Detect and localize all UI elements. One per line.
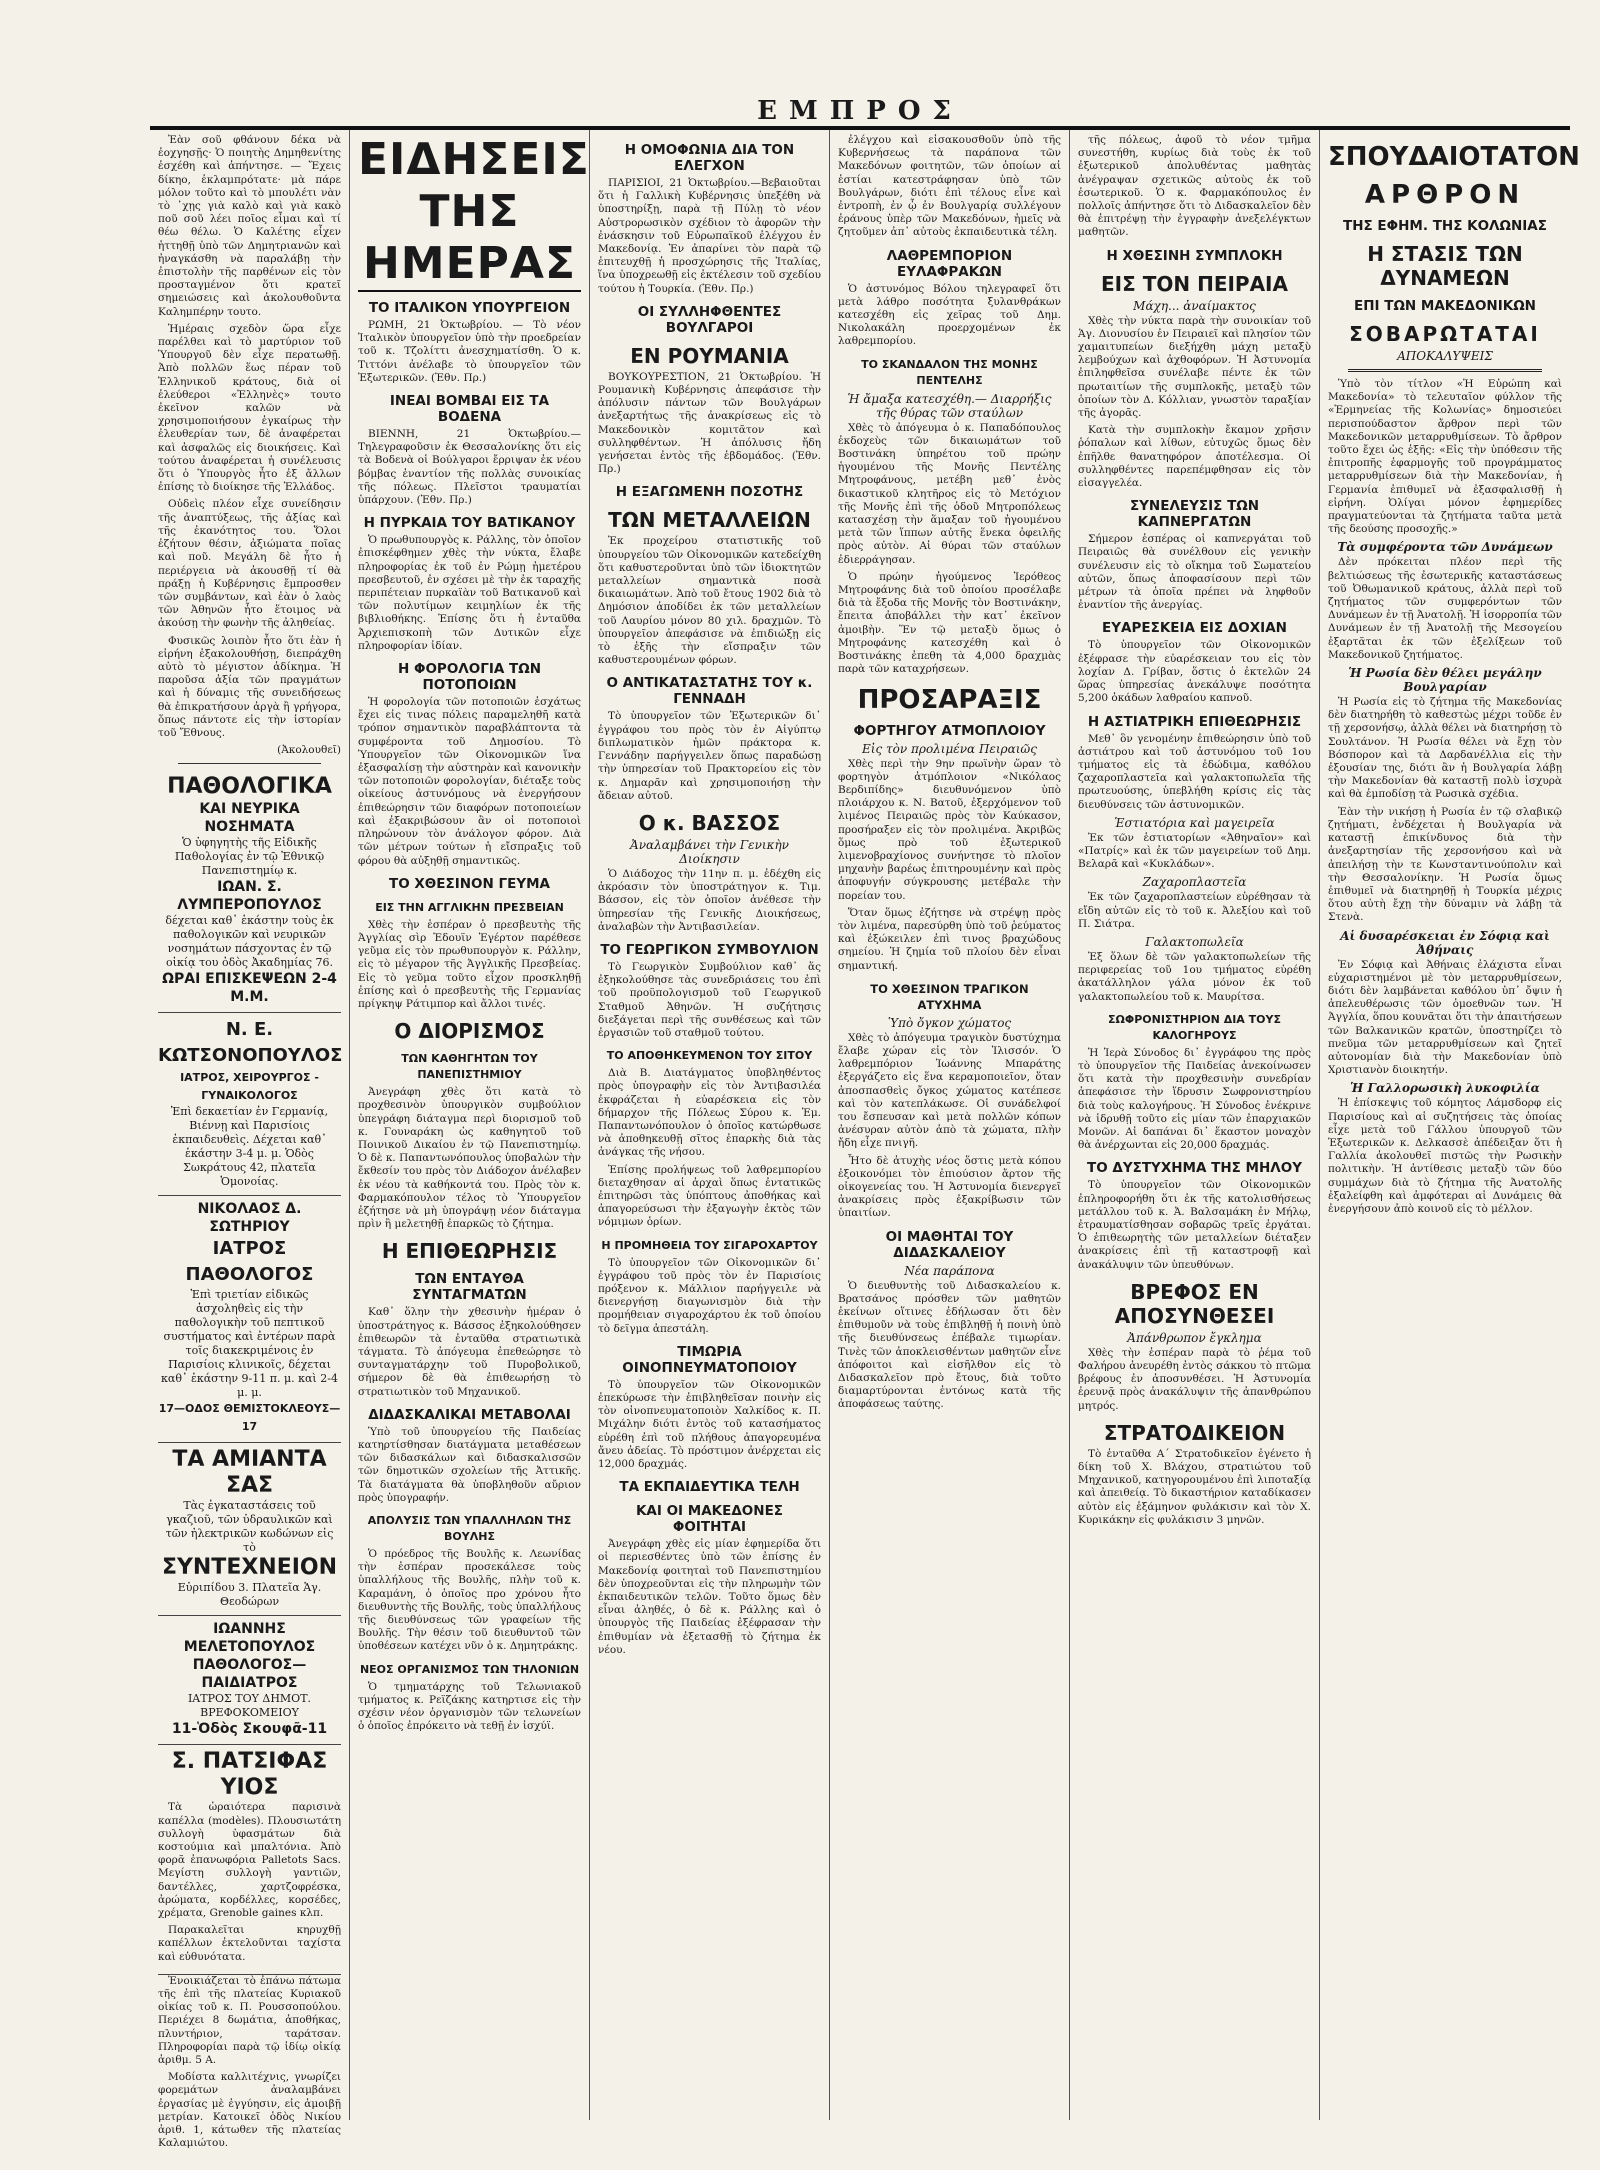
article-text: Χθὲς τὸ ἀπόγευμα ὁ κ. Παπαδόπουλος ἐκδοχεὺς τῶν δικαιωμάτων τοῦ Βοστινάκη ὑπηρέτου τοῦ πρώην ἡγουμένου τῆς Μονῆς Πεντέλης Μητροφάνους, μετέβη μεθ᾽ ἑνὸς δικαστικοῦ κλητῆρος εἰς τὸ Μετόχιον τῆς Μονῆς ἐπὶ τῆς ὁδοῦ Μητροπόλεως κατασχέσῃ τὴν ἅμαξαν τοῦ ἡγουμένου μετὰ τῶν ἵππων αὐτῆς ἕνεκα ὀφειλῆς πρὸς αὐτὸν. Αἱ θύραι τῶν σταύλων ἐδιερράγησαν. xyxy=(838,421,1061,566)
article-subheadline: Μάχη... ἀναίμακτος xyxy=(1133,298,1256,313)
article-headline: ΒΡΕΦΟΣ ΕΝ ΑΠΟΣΥΝΘΕΣΕΙ xyxy=(1114,1279,1275,1328)
ad-address: 17—ΟΔΟΣ ΘΕΜΙΣΤΟΚΛΕΟΥΣ—17 xyxy=(158,1402,341,1434)
article-headline: ΤΟ ΧΘΕΣΙΝΟΝ ΓΕΥΜΑ xyxy=(389,875,550,892)
ad-line: ΙΑΤΡΟΣ ΤΟΥ ΔΗΜΟΤ. ΒΡΕΦΟΚΟΜΕΙΟΥ xyxy=(187,1692,312,1720)
article-subheadline: Ἑστιατόρια καὶ μαγειρεῖα xyxy=(1114,815,1275,830)
article-subheadline: Εἰς τὸν προλιμένα Πειραιῶς xyxy=(862,741,1037,756)
article-text: Οὐδεὶς πλέον εἶχε συνείδησιν τῆς ἀναπτύξεως, τῆς ἀξίας καὶ τῆς ἐκανότητος του. Ὅλοι ἐζήτουν θέσιν, ἀξιώματα ποῖας καὶ ποῦ. Μεγάλη δὲ ἦτο ἡ περιέργεια νὰ ἀκουσθῇ τί θὰ πράξῃ ἡ Κυβέρνησις ἔμπροσθεν τῶν συμβάντων, καὶ ἐὰν ὁ λαὸς τῶν Ἀθηνῶν ἦτο ἕτοιμος νὰ ἀκούσῃ τὴν φωνὴν τῆς ἀληθείας. xyxy=(158,498,341,630)
article-text: Ὁ ἀστυνόμος Βόλου τηλεγραφεῖ ὅτι μετὰ λάθρο ποσότητα ξυλανθράκων κατεσχέθη εἰς χεῖρας τοῦ Δημ. Νικολακάλη προερχομένων ἐκ λαθρεμπορίου. xyxy=(838,282,1061,348)
ad-name: Σ. ΠΑΤΣΙΦΑΣ ΥΙΟΣ xyxy=(171,1749,328,1801)
article-subheadline: ΤΗΣ ΕΦΗΜ. ΤΗΣ ΚΟΛΩΝΙΑΣ xyxy=(1343,218,1547,234)
classified-ad: Ἐνοικιάζεται τὸ ἐπάνω πάτωμα τῆς ἐπὶ τῆς πλατείας Κυριακοῦ οἰκίας τοῦ κ. Π. Ρουσσοπούλου. Περιέχει 8 δωμάτια, ἀποθήκας, πλυντήριον, ταράτσαν. Πληροφορίαι παρὰ τῷ ἰδίῳ οἰκίᾳ ἀριθμ. 5 Α. xyxy=(158,1974,341,2066)
article-subheadline: ΕΙΣ ΤΗΝ ΑΓΓΛΙΚΗΝ ΠΡΕΣΒΕΙΑΝ xyxy=(375,900,564,914)
ad-name: ΝΙΚΟΛΑΟΣ Δ. ΣΩΤΗΡΙΟΥ xyxy=(197,1201,302,1236)
article-subheadline: ΣΟΒΑΡΩΤΑΤΑΙ xyxy=(1349,322,1541,346)
column-3 xyxy=(590,130,830,2120)
article-headline: ΤΟ ΧΘΕΣΙΝΟΝ ΤΡΑΓΙΚΟΝ ΑΤΥΧΗΜΑ xyxy=(870,981,1029,1012)
article-subheadline: ΕΝ ΡΟΥΜΑΝΙΑ xyxy=(630,343,789,368)
ad-line: Τὰς ἐγκαταστάσεις τοῦ γκαζιοῦ, τῶν ὑδραυλικῶν καὶ τῶν ἠλεκτρικῶν κωδώνων εἰς τὸ xyxy=(165,1499,334,1555)
article-text: Κατὰ τὴν συμπλοκὴν ἔκαμον χρῆσιν ῥόπαλων καὶ λίθων, εὐτυχῶς ὅμως δὲν ἐπῆλθε θανατηφόρον ἀποτέλεσμα. Οἱ συλληφθέντες παρεπέμφθησαν εἰς τὸν εἰσαγγελέα. xyxy=(1078,424,1311,490)
article-text: Ὁ διευθυντὴς τοῦ Διδασκαλείου κ. Βρατσάνος πρόσθεν τῶν μαθητῶν ἐκείνων οἵτινες ἐδήλωσαν ὅτι δὲν ἐπιθυμοῦν νὰ τοὺς ἐπιβληθῇ ἡ ποινὴ ὑπὸ τῆς διευθύνσεως ἐπέβαλε τιμωρίαν. Τινὲς τῶν ἀποκλεισθέντων μαθητῶν εἶνε ἀπόφοιτοι καὶ εἰσῆλθον εἰς τὸ Διδασκαλεῖον πρὸ ἔτους, διὰ τοῦτο διαμαρτύρονται ἐντόνως κατὰ τῆς ἀποφάσεως ταύτης. xyxy=(838,1279,1061,1411)
ad-subtitle: ΚΑΙ ΝΕΥΡΙΚΑ ΝΟΣΗΜΑΤΑ xyxy=(199,801,300,836)
article-text: Ἐκ τῶν ἑστιατορίων «Ἀθηναῖον» καὶ «Πατρίς» καὶ ἐκ τῶν μαγειρείων τοῦ Δημ. Βελαρᾶ καὶ «Κυκλάδων». xyxy=(1078,831,1311,871)
article-text: τῆς πόλεως, ἀφοῦ τὸ νέον τμῆμα συνεστήθη, κυρίως διὰ τοὺς ἐκ τοῦ ἐξωτερικοῦ ἀπολυθέντας μαθητὰς ἀνέγραψαν σχετικῶς αὐτοὺς ἐκ τοῦ ἐσωτερικοῦ. Ὁ κ. Φαρμακόπουλος ἐν πολλοῖς ἀπήντησε ὅτι τὸ Διδασκαλεῖον δὲν θὰ ἐπιτρέψῃ τὴν ἐγγραφὴν ἀνεξελέγκτων μαθητῶν. xyxy=(1078,134,1311,239)
article-text: Ἡμέραις σχεδὸν ὥρα εἶχε παρέλθει καὶ τὸ μαρτύριον τοῦ Ὑπουργοῦ δὲν εἶχε περατωθῇ. Ἀπὸ πολλῶν ἕως πέραν τοῦ Ἑλληνικοῦ κράτους, διὰ οἱ ἐλεύθεροι «Ἑλληνὲς» τουτο ἐκεῖνον καλῶν νὰ χρησιμοποιήσουν ἐγκαίρως τὴν ἐλευθερίαν των, δὲ ἀναφέρεται καὶ ἀσφαλῶς εἰς διοικήσεις. Καὶ τούτου ἀναφέρεται ἡ συνέλευσις ὅτι ὁ Ὑπουργὸς ἦτο ἐξ ἄλλων ἐπίσης τὸ διοίκησε τῆς Ἑλλάδος. xyxy=(158,322,341,494)
ad-name: ΣΥΝΤΕΧΝΕΙΟΝ xyxy=(161,1555,338,1581)
article-headline: ΛΑΘΡΕΜΠΟΡΙΟΝ ΕΥΛΑΦΡΑΚΩΝ xyxy=(886,247,1013,280)
article-headline: Ο κ. ΒΑΣΣΟΣ xyxy=(638,810,781,835)
article-text: Χθὲς τὴν ἑσπέραν ὁ πρεσβευτὴς τῆς Ἀγγλίας σὶρ Ἐδουϊν Ἐγέρτον παρέθεσε γεῦμα εἰς τὸν πρωθυπουργὸν κ. Ράλλην, εἰς τὸ μέγαρον τῆς Ἀγγλικῆς Πρεσβείας. Εἰς τὸ γεῦμα τοῦτο εἶχον προσκληθῇ ἐπίσης καὶ ὁ πρεσβευτὴς τῆς Γερμανίας πρίγκηψ Ράτιμπορ καὶ ἄλλοι τινές. xyxy=(358,918,581,1010)
article-subheadline: Ἡ Γαλλορωσικὴ λυκοφιλία xyxy=(1350,1081,1540,1096)
article-text: Ἡ Ρωσία εἰς τὸ ζήτημα τῆς Μακεδονίας δὲν διατηρήθη τὸ καθεστὼς μέχρι τοῦδε ἐν τῇ χερσονήσῳ, ἀλλὰ θέλει νὰ διατηρήσῃ τὸ Σουλτάνον. Ἡ Ρωσία θέλει νὰ ἔχῃ τὸν Βόσπορον καὶ τὰ Δαρδανέλλια εἰς τὴν ἐξουσίαν της, διότι ἂν ἡ Βουλγαρία λάβῃ τὴν Μακεδονίαν θὰ καταστῇ πολὺ ἰσχυρὰ καὶ θὰ ἐμποδίσῃ τὰ Ρωσικὰ σχέδια. xyxy=(1328,696,1562,801)
page-columns xyxy=(150,130,1580,2150)
article-headline: ΙΝΕΑΙ ΒΟΜΒΑΙ ΕΙΣ ΤΑ ΒΟΔΕΝΑ xyxy=(389,393,550,426)
article-headline: ΟΙ ΜΑΘΗΤΑΙ ΤΟΥ ΔΙΔΑΣΚΑΛΕΙΟΥ xyxy=(885,1228,1014,1261)
article-text: Ὁ πρόεδρος τῆς Βουλῆς κ. Λεωνίδας τὴν ἑσπέραν προσεκάλεσε τοὺς ὑπαλλήλους τῆς Βουλῆς, πλὴν τοῦ κ. Καραμάνη, ὁ ὁποῖος προ χρόνου ἦτο διευθυντὴς τῆς Βουλῆς, τοὺς ὑπαλλήλους τῆς διευθύνσεως τῶν γραφείων τῆς Βουλῆς. Τὴν θέσιν τοῦ διευθυντοῦ τῶν ὑποθέσεων κατέχει νῦν ὁ κ. Δημητράκης. xyxy=(358,1548,581,1653)
article-headline: ΣΠΟΥΔΑΙΟΤΑΤΟΝ xyxy=(1328,142,1580,172)
column-2 xyxy=(350,130,590,2120)
article-text: Ὑπὸ τοῦ ὑπουργείου τῆς Παιδείας κατηρτίσθησαν διατάγματα μεταθέσεων τῶν διδασκάλων καὶ διδασκαλισσῶν τῶν δημοτικῶν σχολείων τῆς Ἀττικῆς. Τὰ διατάγματα θὰ ὑποβληθοῦν αὔριον πρὸς ὑπογραφήν. xyxy=(358,1425,581,1504)
article-headline: Η ΧΘΕΣΙΝΗ ΣΥΜΠΛΟΚΗ xyxy=(1106,247,1283,264)
ad-line: Ἐπὶ δεκαετίαν ἐν Γερμανίᾳ, Βιέννῃ καὶ Παρισίοις ἐκπαιδευθεὶς. Δέχεται καθ᾽ ἑκάστην 3-4 μ. μ. Ὁδὸς Σωκράτους 42, πλατεῖα Ὁμονοίας. xyxy=(170,1105,329,1189)
article-headline: ΟΙ ΣΥΛΛΗΦΘΕΝΤΕΣ ΒΟΥΛΓΑΡΟΙ xyxy=(637,303,782,336)
article-text: Τὸ ἐνταῦθα Α΄ Στρατοδικεῖον ἐγένετο ἡ δίκη τοῦ Χ. Βλάχου, στρατιώτου τοῦ Μηχανικοῦ, κατηγορουμένου ἐπὶ λιποταξίᾳ καὶ ἀπειθείᾳ. Τὸ δικαστήριον καταδίκασεν αὐτὸν εἰς ἐξάμηνον φυλάκισιν καὶ τὸν Χ. Κυρικάκην εἰς φυλάκισιν 3 μηνῶν. xyxy=(1078,1447,1311,1526)
article-text: Διὰ Β. Διατάγματος ὑποβληθέντος πρὸς ὑπογραφὴν εἰς τὸν Ἀντιβασιλέα ἐκφράζεται ἡ εὐαρέσκεια εἰς τὸν δήμαρχον τῆς Πόλεως Σύρου κ. Ἐμ. Παπαντωνόπουλον ὁ ὁποῖος κατώρθωσε νὰ ἀποθηκευθῇ σῖτος ἐπαρκὴς διὰ τὰς ἀνάγκας τῆς νήσου. xyxy=(598,1067,821,1159)
article-text: Ὁ Διάδοχος τὴν 11ην π. μ. ἐδέχθη εἰς ἀκρόασιν τὸν ὑποστράτηγον κ. Τιμ. Βάσσον, εἰς τὸν ὁποῖον ἀνέθεσε τὴν ὑπηρεσίαν τῆς Γενικῆς Διοικήσεως, ἀναλαβὼν τὴν Ἀντιβασιλείαν. xyxy=(598,867,821,933)
article-headline: Η ΕΠΙΘΕΩΡΗΣΙΣ xyxy=(381,1239,558,1264)
article-subheadline: ΕΠΙ ΤΩΝ ΜΑΚΕΔΟΝΙΚΩΝ xyxy=(1354,298,1536,314)
article-subheadline: Νέα παράπονα xyxy=(904,1263,995,1278)
article-text: ΒΟΥΚΟΥΡΕΣΤΙΟΝ, 21 Ὀκτωβρίου. Ἡ Ρουμανικὴ Κυβέρνησις ἀπεφάσισε τὴν ἀπόλυσιν πάντων τῶν Βουλγάρων ἀνεξαρτήτως τῆς ἀνακρίσεως εἰς τὸ Μακεδονικὸν κομιτᾶτον καὶ συλληφθέντων. Ἡ ἀπόλυσις ἤδη γενήσεται ἐντὸς τῆς ἑβδομάδος. (Ἐθν. Πρ.) xyxy=(598,370,821,476)
article-headline: Ο ΔΙΟΡΙΣΜΟΣ xyxy=(394,1019,545,1044)
ad-title: ΠΑΘΟΛΟΓΙΚΑ xyxy=(167,774,332,800)
article-text: ΡΩΜΗ, 21 Ὀκτωβρίου. — Τὸ νέον Ἰταλικὸν ὑπουργεῖον ὑπὸ τὴν προεδρείαν τοῦ κ. Τζολίττι ἀνεσχηματίσθη. Ὁ κ. Τιττόνι ἀνέλαβε τὸ ὑπουργεῖον τῶν Ἐξωτερικῶν. (Ἐθν. Πρ.) xyxy=(358,319,581,384)
article-text: Σήμερον ἐσπέρας οἱ καπνεργάται τοῦ Πειραιῶς θὰ συνέλθουν εἰς γενικὴν συνέλευσιν εἰς τὸ οἴκημα τοῦ Σωματείου αὐτῶν, ὅπως ἀποφασίσουν περὶ τῶν μέτρων τὰ ὁποῖα πρέπει νὰ ληφθοῦν ἐναντίον τῆς ἀνεργίας. xyxy=(1078,533,1311,612)
ad-line: Ἐπὶ τριετίαν εἰδικῶς ἀσχοληθεὶς εἰς τὴν παθολογικὴν τοῦ πεπτικοῦ συστήματος καὶ ἐντέρων παρὰ τοῖς διακεκριμένοις ἐν Παρισίοις κλινικοῖς, δέχεται καθ᾽ ἑκάστην 9-11 π. μ. καὶ 2-4 μ. μ. xyxy=(161,1288,338,1400)
ad-name: ΙΩΑΝ. Σ. ΛΥΜΠΕΡΟΠΟΥΛΟΣ xyxy=(177,879,322,914)
masthead xyxy=(150,96,1570,130)
article-text: Τὸ ὑπουργεῖον τῶν Οἰκονομικῶν ἐπεκύρωσε τὴν ἐπιβληθεῖσαν ποινὴν εἰς τὸν οἰνοπνευματοποιὸν Χαλκίδος κ. Π. Μιχάλην διότι ἐντὸς τοῦ κατασήματος εὑρέθη ἐπὶ τοῦ πλήθους ἀπαγορευμένα ἄνευ ἀδείας. Τὸ πρόστιμον ἀνέρχεται εἰς 12,000 δραχμάς. xyxy=(598,1378,821,1471)
article-headline: Η ΠΥΡΚΑΙΑ ΤΟΥ ΒΑΤΙΚΑΝΟΥ xyxy=(363,515,576,532)
article-headline: ΣΩΦΡΟΝΙΣΤΗΡΙΟΝ ΔΙΑ ΤΟΥΣ ΚΑΛΟΓΗΡΟΥΣ xyxy=(1108,1012,1281,1042)
article-subheadline: ΕΙΣ ΤΟΝ ΠΕΙΡΑΙΑ xyxy=(1101,271,1288,296)
masthead-title: ΕΜΠΡΟΣ xyxy=(757,96,963,126)
article-text: Μεθ᾽ ὃν γενομένην ἐπιθεώρησιν ὑπὸ τοῦ ἀστιάτρου καὶ τοῦ ἀστυνόμου τοῦ 1ου τμήματος εἰς τὰ ἐδώδιμα, καθόλου ζαχαροπλαστεῖα καὶ γαλακτοπωλεῖα τῆς πρωτευούσης, ὑπεβλήθη κρίσις εἰς τὰς διευθύνσεις τῶν ἀστυνομικῶν. xyxy=(1078,732,1311,811)
article-text: Ἡ φορολογία τῶν ποτοποιῶν ἐσχάτως ἔχει εἰς τινας πόλεις παραμεληθῆ κατὰ τρόπον σημαντικὸν παραβλάπτοντα τὰ συμφέροντα τοῦ Δημοσίου. Τὸ Ὑπουργεῖον τῶν Οἰκονομικῶν ἵνα ἐξασφαλίσῃ τὴν αὐστηρὰν καὶ κανονικὴν τῶν ποτοποιῶν φορολογίαν, διέταξε τοὺς οἰκείους ἀστυνόμους νὰ ἐνεργήσουν ἐπιθεώρησιν τῶν διαφόρων ποτοποιείων καὶ ἐξακριβώσουν ἂν οἱ ποτοποιοὶ πληρώνουν τὸν ἀνάλογον φόρον. Διὰ τῶν μέτρων τούτων ἡ εἴσπραξις τοῦ φόρου θὰ αὐξηθῇ σημαντικῶς. xyxy=(358,696,581,867)
article-headline: Η ΠΡΟΜΗΘΕΙΑ ΤΟΥ ΣΙΓΑΡΟΧΑΡΤΟΥ xyxy=(601,1238,818,1252)
article-headline: ΤΟ ΣΚΑΝΔΑΛΟΝ ΤΗΣ ΜΟΝΗΣ ΠΕΝΤΕΛΗΣ xyxy=(861,357,1038,387)
article-subheadline: ΤΩΝ ΕΝΤΑΥΘΑ ΣΥΝΤΑΓΜΑΤΩΝ xyxy=(412,1271,527,1304)
article-text: Ἐκ προχείρου στατιστικῆς τοῦ ὑπουργείου τῶν Οἰκονομικῶν κατεδείχθη ὅτι καθυστεροῦνται ὑπὸ τῶν ἰδιοκτητῶν μεταλλείων σημαντικὰ ποσὰ δικαιωμάτων. Ἀπὸ τοῦ ἔτους 1902 διὰ τὸ Δημόσιον ἀποδίδει ἐκ τῶν μεταλλείων τοῦ Λαυρίου μόνον 80 χιλ. δραχμῶν. Τὸ ὑπουργεῖον ἀπεφάσισε νὰ ἐπιδιώξῃ εἰς τὸ ἑξῆς τὴν εἴσπραξιν τῶν καθυστερουμένων φόρων. xyxy=(598,535,821,667)
column-5 xyxy=(1070,130,1320,2120)
article-text: Ὅταν ὅμως ἐζήτησε νὰ στρέψῃ πρὸς τὸν λιμένα, παρεσύρθη ὑπὸ τοῦ ῥεύματος καὶ ἐξώκειλεν ἐπὶ τινος βραχώδους σημείου. Ἡ ζημία τοῦ πλοίου δὲν εἶναι σημαντική. xyxy=(838,906,1061,972)
article-headline: Ο ΑΝΤΙΚΑΤΑΣΤΑΤΗΣ ΤΟΥ κ. ΓΕΝΝΑΔΗ xyxy=(606,675,813,708)
article-headline: ΣΥΝΕΛΕΥΣΙΣ ΤΩΝ ΚΑΠΝΕΡΓΑΤΩΝ xyxy=(1129,498,1260,531)
ad-title: ΙΑΤΡΟΣ ΠΑΘΟΛΟΓΟΣ xyxy=(185,1238,314,1286)
ad-hours: ΩΡΑΙ ΕΠΙΣΚΕΨΕΩΝ 2-4 Μ.Μ. xyxy=(162,971,337,1006)
article-subheadline: Αἱ δυσαρέσκειαι ἐν Σόφιᾳ καὶ Ἀθήναις xyxy=(1340,928,1550,957)
ad-lymberopoulos xyxy=(158,770,341,1013)
article-subheadline: Ὑπὸ ὄγκον χώματος xyxy=(887,1015,1012,1030)
article-text: Φυσικῶς λοιπὸν ἦτο ὅτι ἐὰν ἡ εἰρήνη ἐξακολουθήσῃ, διεπράχθη αὐτὸ τὸ μέγιστον ἀδίκημα. Ἡ παροῦσα ἀξία τῶν πραγμάτων καὶ ἡ δύναμις τῆς συνειδήσεως θὰ ἐπικρατήσουν ἀργὰ ἢ γρήγορα, ὅπως πάντοτε εἰς τὴν ἱστορίαν τοῦ Ἔθνους. xyxy=(158,634,341,739)
divider xyxy=(1348,369,1542,372)
article-text: Ἐν Σόφιᾳ καὶ Ἀθήναις ἐλάχιστα εἶναι εὐχαριστημένοι μὲ τὸν μεταρρυθμίσεων, διότι δὲν λαμβάνεται καθόλου ὑπ᾽ ὄψιν ἡ ἀπελευθέρωσις τῶν ὁμοεθνῶν των. Ἡ Ἀγγλία, ὅπου κουνᾶται ὅτι τὴν ἀπαιτήσεων τῶν Βαλκανικῶν κρατῶν, ὑποστηρίζει τὸ πνεῦμα τῶν μεταρρυθμίσεων καὶ ζητεῖ αὐτονομίαν διὰ τὴν Μακεδονίαν ὑπὸ Χριστιανὸν διοικητήν. xyxy=(1328,958,1562,1077)
article-text: Τὸ ὑπουργεῖον τῶν Οἰκονομικῶν ἐξέφρασε τὴν εὐαρέσκειαν του εἰς τὸν λοχίαν Δ. Γρίβαν, ὅστις ὁ ἐκτελῶν 24 ὥρας ὑπηρεσίας ἀνεκάλυψε ποσότητα 5,200 ὀκάδων λαθραίου καπνοῦ. xyxy=(1078,639,1311,705)
article-headline: ΤΟ ΓΕΩΡΓΙΚΟΝ ΣΥΜΒΟΥΛΙΟΝ xyxy=(600,941,819,958)
article-headline: ΤΟ ΔΥΣΤΥΧΗΜΑ ΤΗΣ ΜΗΛΟΥ xyxy=(1087,1160,1302,1177)
article-text: Ὁ πρωθυπουργὸς κ. Ράλλης, τὸν ὁποῖον ἐπισκέφθημεν χθὲς τὴν νύκτα, ἔλαβε πληροφορίας ἐκ τοῦ ἐν Ρώμῃ ἡμετέρου πρεσβευτοῦ, ἐν σχέσει μὲ τὴν ἐκ ταραχῆς περιπέτειαν πυρκαϊὰν τοῦ Βατικανοῦ καὶ τῶν πολυτίμων κειμηλίων ἐκ τῆς βιβλιοθήκης. Ἐπίσης ὅτι ἡ ἐνταῦθα Ἀρχιεπισκοπὴ τῶν Δυτικῶν εἶχε πληροφορίαν ἰδίαν. xyxy=(358,534,581,652)
article-headline: ΣΤΡΑΤΟΔΙΚΕΙΟΝ xyxy=(1103,1420,1286,1445)
ad-line: Τὰ ὡραιότερα παρισινὰ καπέλλα (modèles). Πλουσιωτάτη συλλογὴ ὑφασμάτων διὰ κοστούμια καὶ μπαλτόνια. Ἀπὸ φορᾶ ἐπανωφόρια Palletots Sacs. Μεγίστη συλλογὴ γαντιῶν, δαντέλλες, χαρτζοφρέσκα, ἀρώματα, κορδέλλες, κορσέδες, χρέματα, Grenoble gaines κλπ. xyxy=(158,1801,341,1919)
ad-kotsonopoulos xyxy=(158,1013,341,1196)
article-text: Ἐὰν τὴν νικήσῃ ἡ Ρωσία ἐν τῷ σλαβικῷ ζητήματι, ἐνδέχεται ἡ Βουλγαρία νὰ καταστῇ ἐπικίνδυνος διὰ τὴν ἀνεξαρτησίαν τῆς χερσονήσου καὶ νὰ ἀπειλήσῃ τὴν τε Κωνσταντινούπολιν καὶ τὴν Θεσσαλονίκην. Ἡ Ρωσία ὅμως ἐπιθυμεῖ νὰ διατηρηθῇ ἡ Τουρκία μέχρις ὅτου αὐτὴ ἔχῃ τὴν δύναμιν νὰ λάβῃ τὰ Στενὰ. xyxy=(1328,805,1562,924)
article-headline: Η ΕΞΑΓΩΜΕΝΗ ΠΟΣΟΤΗΣ xyxy=(615,484,804,501)
article-headline: ΠΡΟΣΑΡΑΞΙΣ xyxy=(857,684,1042,715)
article-text: Ἐκ τῶν ζαχαροπλαστείων εὑρέθησαν τὰ εἴδη αὐτῶν εἰς τὸ τοῦ κ. Ἀλεξίου καὶ τοῦ Π. Σιάτρα. xyxy=(1078,891,1311,930)
article-headline: ΤΑ ΕΚΠΑΙΔΕΥΤΙΚΑ ΤΕΛΗ xyxy=(619,1479,800,1496)
article-subheadline: Τὰ συμφέροντα τῶν Δυνάμεων xyxy=(1337,540,1553,555)
article-text: Τὸ ὑπουργεῖον τῶν Οἰκονομικῶν δι᾽ ἐγγράφου τοῦ πρὸς τὸν ἐν Παρισίοις πρόξενον κ. Μάλλιον παρήγγειλε νὰ διενεργήσῃ διαγωνισμὸν διὰ τὴν προμήθειαν σιγαροχάρτου ἐκ τοῦ ὁποίου τὸ δεῖγμα ἀπεστάλη. xyxy=(598,1256,821,1335)
article-text: Τὸ ὑπουργεῖον τῶν Ἐξωτερικῶν δι᾽ ἐγγράφου του πρὸς τὸν ἐν Αἰγύπτῳ διπλωματικὸν ἡμῶν πράκτορα κ. Γεννάδην παρήγγειλεν ὅπως παραδώσῃ τὴν ὑπηρεσίαν τοῦ Πρακτορείου εἰς τὸν κ. Δημαρᾶν καὶ χρησιμοποιήσῃ τὴν ἄδειαν αὐτοῦ. xyxy=(598,710,821,802)
article-headline: ΤΙΜΩΡΙΑ ΟΙΝΟΠΝΕΥΜΑΤΟΠΟΙΟΥ xyxy=(622,1343,797,1376)
article-text: Ἀνεγράφη χθὲς ὅτι κατὰ τὸ προχθεσινὸν ὑπουργικὸν συμβούλιον ὑπεγράφη διάταγμα περὶ διορισμοῦ τοῦ κ. Γουναράκη ὡς καθηγητοῦ τοῦ Ποινικοῦ Δικαίου ἐν τῷ Πανεπιστημίῳ. Ὁ δὲ κ. Παπαντωνόπουλος ὑποβαλὼν τὴν ἔκθεσίν του πρὸς τὸν Διάδοχον ἀνέλαβεν ἐκ νέου τὰ καθήκοντά του. Πρὸς τὸν κ. Φαρμακόπουλον τέλος τὸ Ὑπουργεῖον ἐζήτησε νὰ μὴ ὑπογράψῃ νέον διάταγμα πρὶν ἢ μελετηθῇ ἐπαρκῶς τὸ ζήτημα. xyxy=(358,1086,581,1231)
ad-patsifas xyxy=(158,1745,341,1974)
article-text: Ἡ Ἱερὰ Σύνοδος δι᾽ ἐγγράφου της πρὸς τὸ ὑπουργεῖον τῆς Παιδείας ἀνεκοίνωσεν ὅτι κατὰ τὴν προχθεσινὴν συνεδρίαν ἀπεφάσισε τὴν ἵδρυσιν Σωφρονιστηρίου διὰ τοὺς καλογήρους. Ἡ Σύνοδος ἐνέκρινε νὰ ἱδρυθῇ τοῦτο εἰς μίαν τῶν ἐπαρχιακῶν Μονῶν. Αἱ δαπάναι δι᾽ ἕκαστον μοναχὸν θὰ ἀνέρχωνται εἰς 20,000 δραχμάς. xyxy=(1078,1046,1311,1152)
continued-note: (Ἀκολουθεῖ) xyxy=(277,744,341,757)
article-headline: ΤΟ ΑΠΟΘΗΚΕΥΜΕΝΟΝ ΤΟΥ ΣΙΤΟΥ xyxy=(606,1049,813,1063)
article-text: Καθ᾽ ὅλην τὴν χθεσινὴν ἡμέραν ὁ ὑποστράτηγος κ. Βάσσος ἐξηκολούθησεν ἐπιθεωρῶν τὰ ἐνταῦθα στρατιωτικὰ τάγματα. Τὸ ἀπόγευμα ἐπεθεώρησε τὸ συνταγματάρχην τοῦ Πυροβολικοῦ, σήμερον δὲ θὰ ἐπιθεωρήσῃ τὸ στρατιωτικὸν τοῦ Μηχανικοῦ. xyxy=(358,1306,581,1398)
article-text: Ἐπίσης προλήψεως τοῦ λαθρεμπορίου διεταχθησαν αἱ ἀρχαὶ ὅπως ἐντατικῶς ἐπιτηρῶσι τὰς ὑπόπτους ἀποθήκας καὶ ἀπαγορεύσωσι τὴν ἐξαγωγὴν ἐκτὸς τῶν νόμιμων ὁρίων. xyxy=(598,1163,821,1229)
article-text: ἐλέγχου καὶ εἰσακουσθοῦν ὑπὸ τῆς Κυβερνήσεως τὰ παράπονα τῶν Μακεδόνων φοιτητῶν, τῶν ὁποίων αἱ ἑστίαι κατεστράφησαν ὑπὸ τῶν Βουλγάρων, διότι ἐπὶ τέλους εἶνε καὶ ἐντροπὴ, ἐν ᾧ ἐν Βουλγαρίᾳ συλλέγουν ἐράνους ὑπὲρ τῶν Μακεδόνων, ἡμεῖς νὰ ζητοῦμεν ἀπ᾽ αὐτοὺς ἐκπαιδευτικὰ τέλη. xyxy=(838,134,1061,239)
article-text: Ὑπὸ τὸν τίτλον «Ἡ Εὐρώπη καὶ Μακεδονία» τὸ τελευταῖον φύλλον τῆς «Ἑρμηνείας τῆς Κολωνίας» δημοσιεύει περισπούδαστον ἄρθρον περὶ τῶν Μακεδονικῶν μεταρρυθμίσεων. Τὸ ἄρθρον τοῦτο ἔχει ὡς ἑξῆς: «Εἰς τὴν ὑπόθεσιν τῆς ἐπιτροπῆς ἐφαρμογῆς τοῦ προγράμματος μεταρρυθμίσεων διὰ τὴν Μακεδονίαν, ἡ Γερμανία ἐπιθυμεῖ νὰ ἐξασφαλισθῇ ἡ εἰρήνη. Ὀλίγαι μόνον ἐφημερίδες πραγματεύονται τὰ ζητήματα ταῦτα μετὰ τῆς δεούσης προσοχῆς.» xyxy=(1328,378,1562,536)
column-4 xyxy=(830,130,1070,2120)
article-headline: Η ΑΣΤΙΑΤΡΙΚΗ ΕΠΙΘΕΩΡΗΣΙΣ xyxy=(1087,713,1302,730)
ad-title: ΠΑΘΟΛΟΓΟΣ—ΠΑΙΔΙΑΤΡΟΣ xyxy=(192,1657,307,1692)
ad-line: Παρακαλεῖται κηρυχθῇ καπέλλων ἐκτελοῦνται ταχίστα καὶ εὐθυνότατα. xyxy=(158,1924,341,1963)
divider xyxy=(178,763,321,764)
ad-syntechneion xyxy=(158,1443,341,1616)
article-headline: ΤΟ ΙΤΑΛΙΚΟΝ ΥΠΟΥΡΓΕΙΟΝ xyxy=(368,300,571,316)
article-subheadline: Ἡ Ρωσία δὲν θέλει μεγάλην Βουλγαρίαν xyxy=(1348,666,1542,695)
article-text: Τὸ Γεωργικὸν Συμβούλιον καθ᾽ ἅς ἐξηκολούθησε τὰς συνεδριάσεις του ἐπὶ τοῦ προϋπολογισμοῦ τοῦ Γεωργικοῦ Σταθμοῦ Ἀθηνῶν. Ἡ συζήτησις διεξάγεται περὶ τῆς συνθέσεως καὶ τῶν ἐργασιῶν τοῦ σταθμοῦ τούτου. xyxy=(598,960,821,1039)
article-text: Ὁ τμηματάρχης τοῦ Τελωνιακοῦ τμήματος κ. Ρεϊζάκης κατηρτισε εἰς τὴν σχέσιν νέον ὀργανισμὸν τῶν τελωνείων ὁ ὁποῖος ἐπρόκειτο νὰ τεθῇ ἐν ἰσχύϊ. xyxy=(358,1680,581,1733)
article-subheadline: Ἀπάνθρωπον ἔγκλημα xyxy=(1127,1330,1262,1345)
ad-title: ΙΑΤΡΟΣ, ΧΕΙΡΟΥΡΓΟΣ - ΓΥΝΑΙΚΟΛΟΓΟΣ xyxy=(180,1071,319,1103)
ad-name: ΙΩΑΝΝΗΣ ΜΕΛΕΤΟΠΟΥΛΟΣ xyxy=(183,1621,316,1656)
article-subheadline: Ἡ ἄμαξα κατεσχέθη.— Διαρρήξις τῆς θύρας τῶν σταύλων xyxy=(847,391,1052,420)
ad-name: Ν. Ε. ΚΩΤΣΟΝΟΠΟΥΛΟΣ xyxy=(158,1019,343,1067)
article-text: Ἡ ἐπίσκεψις τοῦ κόμητος Λάμσδορφ εἰς Παρισίους καὶ αἱ συζητήσεις τὰς ὁποίας εἶχε μετὰ τοῦ Γάλλου ὑπουργοῦ τῶν Ἐξωτερικῶν κ. Δελκασσὲ ἀπέδειξαν ὅτι ἡ Γαλλία ἀκολουθεῖ πιστῶς τὴν Ρωσικὴν πολιτικὴν. Ἡ ἀντίθεσις μεταξὺ τῶν δύο συμμάχων διὰ τὸ ζήτημα τῆς Ἀνατολῆς ἐξαλείφθη καὶ ἀμφότεραι αἱ Δυνάμεις θὰ ἐνεργήσουν ἀπὸ κοινοῦ εἰς τὸ μέλλον. xyxy=(1328,1097,1562,1215)
article-text: Τὸ ὑπουργεῖον τῶν Οἰκονομικῶν ἐπληροφορήθη ὅτι ἐκ τῆς κατολισθήσεως μετάλλου τοῦ κ. Ἀ. Βαλσαμάκη ἐν Μήλῳ, ἐτραυματίσθησαν σοβαρῶς τρεῖς ἐργάται. Ὁ ἐπιθεωρητὴς τῶν μεταλλείων διέταξεν ἀνακρίσεις ἐπὶ τῇ καταστροφῇ καὶ ἀνακάλυψιν τῶν ὑπευθύνων. xyxy=(1078,1179,1311,1271)
article-text: Ὁ πρώην ἡγούμενος Ἱερόθεος Μητροφάνης διὰ τοῦ ὁποίου προσέλαβε διὰ τὰ ἔξοδα τῆς Μονῆς τὸν Βοστινάκην, ἔπειτα ἀποβάλλει τὴν κατ᾽ ἐκεῖνον ἀμοιβὴν. Ἕν τῷ μεταξὺ ὅμως ὁ Μητροφάνης κατεσχέθη καὶ ὁ Βοστινάκης ἐπεθη τὰ 4,000 δραχμὰς παρὰ τῶν καταχρήσεων. xyxy=(838,570,1061,676)
article-subheadline: ΤΩΝ ΜΕΤΑΛΛΕΙΩΝ xyxy=(608,508,811,533)
article-text: Ἀνεγράφη χθὲς εἰς μίαν ἐφημερίδα ὅτι οἱ περιεσθέντες ὑπὸ τῶν ἐπίσης ἐν Μακεδονίᾳ φοιτηταὶ τοῦ Πανεπιστημίου δὲν ὑποχρεοῦνται εἰς τὴν πληρωμὴν τῶν ἐκπαιδευτικῶν τελῶν. Τοῦτο ὅμως δὲν εἶναι ἀληθές, ὁ δὲ κ. Ράλλης καὶ ὁ ὑπουργὸς τῆς Παιδείας ἐξέφρασαν τὴν ἐπιθυμίαν νὰ ἐξετασθῇ τὸ ζήτημα ἐκ νέου. xyxy=(598,1538,821,1656)
article-text: Ἦτο δὲ ἀτυχὴς νέος ὅστις μετὰ κόπου ἐξοικονόμει τὸν ἐπιούσιον ἄρτον τῆς οἰκογενείας του. Ἡ Ἀστυνομία διενεργεῖ ἀνακρίσεις πρὸς ἐξακρίβωσιν τῶν ὑπαιτίων. xyxy=(838,1154,1061,1220)
page-title: ΕΙΔΗΣΕΙΣ ΤΗΣ ΗΜΕΡΑΣ xyxy=(358,134,581,292)
article-text: Χθὲς περὶ τὴν 9ην πρωϊνὴν ὥραν τὸ φορτηγὸν ἀτμόπλοιον «Νικόλαος Βερδιπίδης» διευθυνόμενον ὑπὸ πλοιάρχου κ. Ν. Βατοῦ, ἐξερχόμενον τοῦ λιμένος Πειραιῶς πρὸς τὸν Καύκασον, προσήραξεν εἰς τὸν προλιμένα. Ἀκριβῶς ὅμως πρὸ τοῦ ἐξωτερικοῦ λιμενοβραχίονος συνήντησε τὸ πλοῖον μηχανὴν βαρέως ἐπιτηρουμένην καὶ πρὸς ἀποφυγήν σύγκρουσης μετέβαλε τὴν πορείαν του. xyxy=(838,757,1061,902)
article-subheadline: ΑΠΟΚΑΛΥΨΕΙΣ xyxy=(1397,349,1493,363)
article-headline: ΕΥΑΡΕΣΚΕΙΑ ΕΙΣ ΔΟΧΙΑΝ xyxy=(1102,620,1287,637)
article-text: ΠΑΡΙΣΙΟΙ, 21 Ὀκτωβρίου.—Βεβαιοῦται ὅτι ἡ Γαλλικὴ Κυβέρνησις ὑπεξέθη νὰ ὑποστηρίξῃ, παρὰ τῇ Πύλῃ τὸ νέον Αὐστρορωσικὸν σχέδιον τὸ ἀφορῶν τὴν ἐνάσκησιν τοῦ Εὐρωπαϊκοῦ ἐλέγχου ἐν Μακεδονίᾳ. Ἐν ἀπαρίνει τὸν παρὰ τῷ ἐπιτευχθῇ ἡ προσχώρησις τῆς Ἰταλίας, ἵνα ὑποχρεωθῇ εἰς ἐκτέλεσιν τοῦ σχεδίου τούτου ἡ Τουρκία. (Ἐθν. Πρ.) xyxy=(598,177,821,295)
article-subheadline: Γαλακτοπωλεῖα xyxy=(1145,934,1244,949)
article-headline: ΑΡΘΡΟΝ xyxy=(1364,180,1526,210)
article-subheadline: Ζαχαροπλαστεῖα xyxy=(1142,875,1247,890)
article-text: Δὲν πρόκειται πλέον περὶ τῆς βελτιώσεως τῆς ἐσωτερικῆς καταστάσεως τοῦ Ὀθωμανικοῦ κράτους, ἀλλὰ περὶ τοῦ ζητήματος τῶν συμφερόντων τῶν Δυνάμεων ἐν τῇ Ἀνατολῇ. Ἡ ἰσορροπία τῶν Δυνάμεων ἐν τῇ Ἀνατολῇ τῆς Μεσογείου ἐξαρτᾶται ἐκ τῶν ἐξελίξεων τοῦ Μακεδονικοῦ ζητήματος. xyxy=(1328,556,1562,661)
column-6 xyxy=(1320,130,1580,2120)
classified-ad: Μοδίστα καλλιτέχνις, γνωρίζει φορεμάτων ἀναλαμβάνει ἐργασίας μὲ ἐγγύησιν, εἰς ἀμοιβῇ μετρίαν. Κατοικεῖ ὁδὸς Νικίου ἀριθ. 1, κάτωθεν τῆς πλατείας Καλαμιώτου. xyxy=(158,2071,341,2150)
ad-line: Ὁ ὑφηγητὴς τῆς Εἰδικῆς Παθολογίας ἐν τῷ Ἐθνικῷ Πανεπιστημίῳ κ. xyxy=(174,836,325,878)
article-subheadline: ΦΟΡΤΗΓΟΥ ΑΤΜΟΠΛΟΙΟΥ xyxy=(853,722,1046,739)
article-headline: Η ΦΟΡΟΛΟΓΙΑ ΤΩΝ ΠΟΤΟΠΟΙΩΝ xyxy=(397,661,541,694)
article-subheadline: ΤΩΝ ΚΑΘΗΓΗΤΩΝ ΤΟΥ ΠΑΝΕΠΙΣΤΗΜΙΟΥ xyxy=(401,1052,538,1082)
article-text: ΒΙΕΝΝΗ, 21 Ὀκτωβρίου.—Τηλεγραφοῦσιν ἐκ Θεσσαλονίκης ὅτι εἰς τὰ Βοδενὰ οἱ Βούλγαροι ἔρριψαν ἐκ νέου βόμβας ἐναντίον τῆς πολλὰς συνοικίας τῆς πόλεως. Πλεῖστοι τραυματίαι ὑπάρχουν. (Ἐθν. Πρ.) xyxy=(358,428,581,507)
ad-address: Εὐριπίδου 3. Πλατεῖα Ἁγ. Θεοδώρων xyxy=(177,1581,322,1609)
article-headline: Η ΟΜΟΦΩΝΙΑ ΔΙΑ ΤΟΝ ΕΛΕΓΧΟΝ xyxy=(624,142,795,174)
article-headline: ΔΙΔΑΣΚΑΛΙΚΑΙ ΜΕΤΑΒΟΛΑΙ xyxy=(368,1406,571,1423)
article-subheadline: Ἀναλαμβάνει τὴν Γενικὴν Διοίκησιν xyxy=(630,837,789,866)
article-text: Ἐξ ὅλων δὲ τῶν γαλακτοπωλείων τῆς περιφερείας τοῦ 1ου τμήματος εὑρέθη ἀκατάλληλον γάλα μόνον ἐκ τοῦ γαλακτοπωλείου τοῦ κ. Μαυρίτσα. xyxy=(1078,950,1311,1003)
article-subheadline: ΚΑΙ ΟΙ ΜΑΚΕΔΟΝΕΣ ΦΟΙΤΗΤΑΙ xyxy=(635,1503,784,1536)
article-text: Ἐὰν σοῦ φθάνουν δέκα νὰ ἐοχγησῇς· Ὁ ποιητὴς Δημηθενίτης ἐσχέθη καὶ ἀπήντησε. — Ἔχεις δίκηο, ἐκλαμπρότατε· μὰ πάρε μόλον τοῦτο καὶ τὸ μπουλέτι νὰν τὸ ᾽χῃς γιὰ καλὸ καὶ γιὰ κακὸ ποῦ σοῦ λέει ποῖος εἶμαι καὶ τί θέω θέλω. Ὁ Καλέτης εἶχεν ἡττηθῇ ὑπὸ τῶν Δημητριανῶν καὶ ἠναγκάσθη νὰ παραλάβῃ τὴν ἐπιστολὴν τῆς παρθένων εἰς τὸν προσταγμένον ὅτι κρατεῖ σημειώσεις καὶ ἀκολουθοῦντα Καλημπέρην τουτο. xyxy=(158,134,341,318)
article-text: Χθὲς τὴν νύκτα παρὰ τὴν συνοικίαν τοῦ Ἁγ. Διονυσίου ἐν Πειραιεῖ καὶ πλησίον τῶν χαμαιτυπείων διεξήχθη μάχη μεταξὺ λεμβούχων καὶ ἀχθοφόρων. Ἡ Ἀστυνομία ἐπιληφθεῖσα συνέλαβε πέντε ἐκ τῶν πρωταιτίων τῆς συμπλοκῆς, μεταξὺ τῶν ὁποίων τὸν Δ. Κόλλιαν, γνωστὸν ταραξίαν τῆς ἀγορᾶς. xyxy=(1078,314,1311,420)
article-text: Χθὲς τὸ ἀπόγευμα τραγικὸν δυστύχημα ἔλαβε χώραν εἰς τὸν Ἰλισσόν. Ὁ λαθρεμπόριον Ἰωάννης Μπαράτης ἐξεργάζετο εἰς ἕνα κεραμοποιεῖον, ὅταν ἀποσπασθεὶς ὄγκος χώματος κατέπεσε καὶ τὸν κατεπλάκωσε. Οἱ συνάδελφοί του ἔσπευσαν καὶ μετὰ πολλῶν κόπων ἀνέσυραν αὐτὸν ἀπὸ τὰ χώματα, πλὴν ἤδη εἶχε πνιγῆ. xyxy=(838,1031,1061,1150)
ad-meletopoulos xyxy=(158,1616,341,1745)
ad-sotiriou xyxy=(158,1196,341,1443)
ad-line: δέχεται καθ᾽ ἑκάστην τοὺς ἐκ παθολογικῶν καὶ νευρικῶν νοσημάτων πάσχοντας ἐν τῷ οἰκίᾳ του ὁδὸς Ἀκαδημίας 76. xyxy=(165,914,334,970)
article-text: Χθὲς τὴν ἑσπέραν παρὰ τὸ ῥέμα τοῦ Φαλήρου ἀνευρέθη ἐντὸς σάκκου τὸ πτῶμα βρέφους ἐν ἀποσυνθέσει. Ἡ Ἀστυνομία ἐρευνᾷ πρὸς ἀνακάλυψιν τῆς ἀπανθρώπου μητρός. xyxy=(1078,1346,1311,1412)
article-headline: ΑΠΟΛΥΣΙΣ ΤΩΝ ΥΠΑΛΛΗΛΩΝ ΤΗΣ ΒΟΥΛΗΣ xyxy=(367,1514,572,1543)
article-subheadline: Η ΣΤΑΣΙΣ ΤΩΝ ΔΥΝΑΜΕΩΝ xyxy=(1367,242,1523,290)
ad-title: ΤΑ ΑΜΙΑΝΤΑ ΣΑΣ xyxy=(172,1447,327,1499)
article-headline: ΝΕΟΣ ΟΡΓΑΝΙΣΜΟΣ ΤΩΝ ΤΗΛΟΝΙΩΝ xyxy=(359,1662,580,1676)
ad-address: 11-Ὁδὸς Σκουφᾶ-11 xyxy=(171,1721,328,1738)
column-1 xyxy=(150,130,350,2150)
